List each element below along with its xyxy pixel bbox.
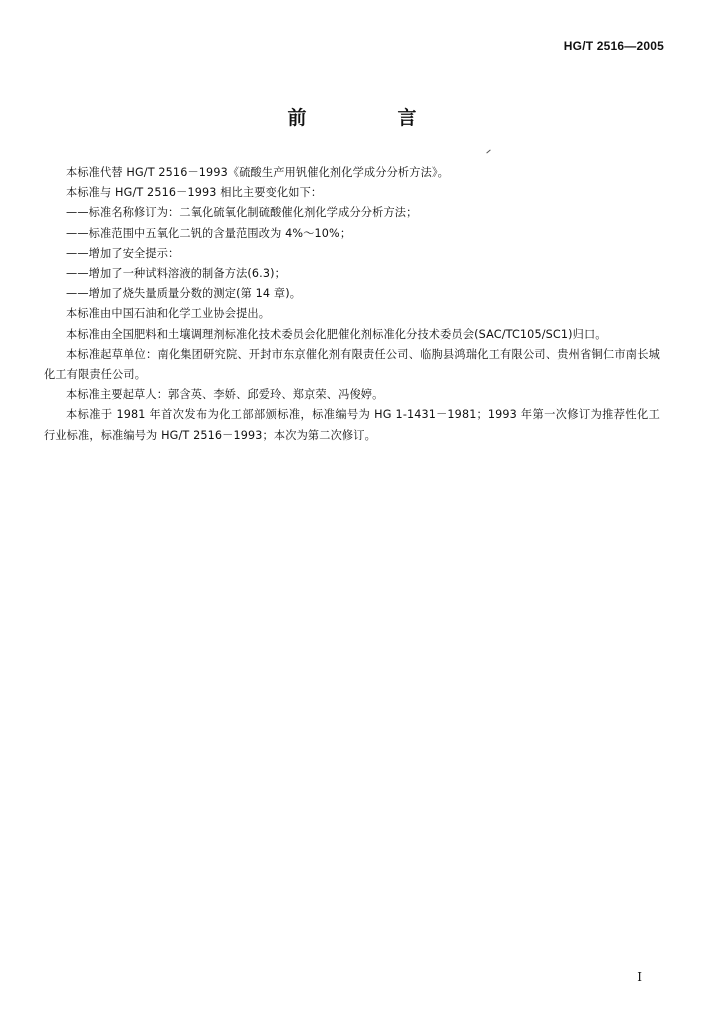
foreword-body: [44, 163, 660, 446]
paragraph-centralized-by: 本标准由全国肥料和土壤调理剂标准化技术委员会化肥催化剂标准化分技术委员会(SAC/TC105/SC1)归口。: [66, 327, 607, 341]
paragraph-drafting-units: 本标准起草单位：南化集团研究院、开封市东京催化剂有限责任公司、临朐县鸿瑞化工有限公司、贵州省铜仁市南长城化工有限责任公司。: [44, 347, 660, 382]
change-item-loss: ——增加了烧失量质量分数的测定(第 14 章)。: [66, 287, 302, 301]
change-item-solution: ——增加了一种试料溶液的制备方法(6.3)；: [66, 267, 287, 281]
paragraph-replaces: 本标准代替 HG/T 2516－1993《硫酸生产用钒催化剂化学成分分析方法》。: [66, 166, 450, 179]
change-item-scope: ——标准范围中五氧化二钒的含量范围改为 4%～10%；: [66, 226, 352, 240]
scan-mark: [486, 150, 490, 154]
page-number: I: [637, 970, 642, 984]
change-item-safety: ——增加了安全提示：: [66, 246, 180, 260]
page-title: 前 言: [287, 107, 453, 129]
paragraph-changes-intro: 本标准与 HG/T 2516－1993 相比主要变化如下：: [66, 186, 323, 200]
paragraph-proposed-by: 本标准由中国石油和化学工业协会提出。: [66, 307, 271, 321]
standard-code: HG/T 2516—2005: [563, 39, 664, 53]
change-item-name: ——标准名称修订为：二氧化硫氧化制硫酸催化剂化学成分分析方法；: [66, 206, 418, 220]
paragraph-history: 本标准于 1981 年首次发布为化工部部颁标准，标准编号为 HG 1-1431－1981；1993 年第一次修订为推荐性化工行业标准，标准编号为 HG/T 2516－1993；本次为第二次修订。: [44, 408, 660, 442]
paragraph-drafters: 本标准主要起草人：郭含英、李娇、邱爱玲、郑京荣、冯俊婷。: [66, 388, 384, 402]
